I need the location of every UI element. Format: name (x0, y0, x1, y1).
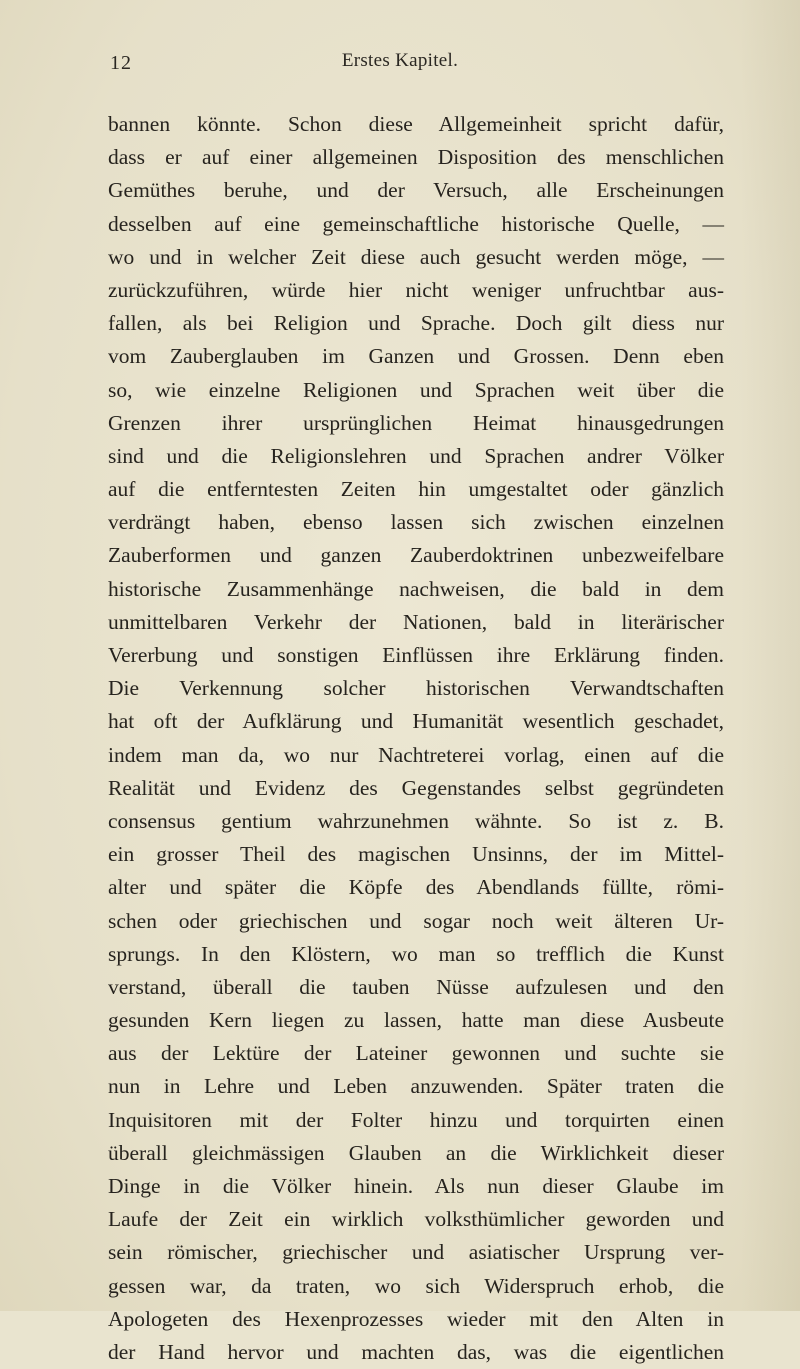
text-line: gessen war, da traten, wo sich Widerspruch erhob, die (108, 1273, 724, 1298)
text-line: nun in Lehre und Leben anzuwenden. Später traten die (108, 1074, 724, 1099)
text-line: Grenzen ihrer ursprünglichen Heimat hinausgedrungen (108, 410, 724, 435)
text-line: fallen, als bei Religion und Sprache. Doch gilt diess nur (108, 311, 724, 336)
text-line: sein römischer, griechischer und asiatischer Ursprung ver- (108, 1240, 724, 1265)
text-line: auf die entferntesten Zeiten hin umgestaltet oder gänzlich (108, 477, 724, 502)
text-line: indem man da, wo nur Nachtreterei vorlag, einen auf die (108, 742, 724, 767)
text-line: zurückzuführen, würde hier nicht weniger unfruchtbar aus- (108, 277, 724, 302)
text-line: Apologeten des Hexenprozesses wieder mit den Alten in (108, 1306, 724, 1331)
text-line: verdrängt haben, ebenso lassen sich zwischen einzelnen (108, 510, 724, 535)
page-number: 12 (110, 52, 132, 74)
text-line: Dinge in die Völker hinein. Als nun dieser Glaube im (108, 1174, 724, 1198)
text-line: hat oft der Aufklärung und Humanität wesentlich geschadet, (108, 709, 724, 734)
text-line: Inquisitoren mit der Folter hinzu und torquirten einen (108, 1107, 724, 1132)
text-line: desselben auf eine gemeinschaftliche historische Quelle, — (108, 211, 724, 236)
text-line: unmittelbaren Verkehr der Nationen, bald in literärischer (108, 609, 724, 634)
text-line: dass er auf einer allgemeinen Disposition des menschlichen (108, 145, 724, 170)
page-header (0, 52, 800, 82)
text-line: Vererbung und sonstigen Einflüssen ihre Erklärung finden. (108, 643, 724, 667)
text-line: Laufe der Zeit ein wirklich volksthümlicher geworden und (108, 1207, 724, 1232)
text-line: alter und später die Köpfe des Abendlands füllte, römi- (108, 875, 724, 900)
text-line: gesunden Kern liegen zu lassen, hatte man diese Ausbeute (108, 1008, 724, 1033)
text-line: so, wie einzelne Religionen und Sprachen weit über die (108, 377, 724, 402)
text-line: überall gleichmässigen Glauben an die Wirklichkeit dieser (108, 1140, 724, 1165)
text-line: verstand, überall die tauben Nüsse aufzulesen und den (108, 974, 724, 999)
text-line: bannen könnte. Schon diese Allgemeinheit spricht dafür, (108, 112, 724, 136)
text-line: Realität und Evidenz des Gegenstandes selbst gegründeten (108, 775, 724, 800)
text-line: aus der Lektüre der Lateiner gewonnen und suchte sie (108, 1041, 724, 1066)
text-line: vom Zauberglauben im Ganzen und Grossen. Denn eben (108, 344, 724, 369)
text-line: Zauberformen und ganzen Zauberdoktrinen unbezweifelbare (108, 543, 724, 568)
text-line: sind und die Religionslehren und Sprachen andrer Völker (108, 443, 724, 468)
text-line: consensus gentium wahrzunehmen wähnte. So ist z. B. (108, 808, 724, 833)
text-line: schen oder griechischen und sogar noch weit älteren Ur- (108, 908, 724, 933)
text-line: historische Zusammenhänge nachweisen, die bald in dem (108, 576, 724, 601)
text-line: Die Verkennung solcher historischen Verwandtschaften (108, 676, 724, 701)
text-line: ein grosser Theil des magischen Unsinns, der im Mittel- (108, 842, 724, 867)
body-text (108, 108, 724, 1369)
text-line: wo und in welcher Zeit diese auch gesucht werden möge, — (108, 244, 724, 269)
text-line: sprungs. In den Klöstern, wo man so trefflich die Kunst (108, 941, 724, 966)
running-head: Erstes Kapitel. (341, 50, 459, 71)
text-line: Gemüthes beruhe, und der Versuch, alle Erscheinungen (108, 178, 724, 203)
text-line: der Hand hervor und machten das, was die eigentlichen (108, 1339, 724, 1364)
page-edge-shadow (740, 0, 800, 1311)
